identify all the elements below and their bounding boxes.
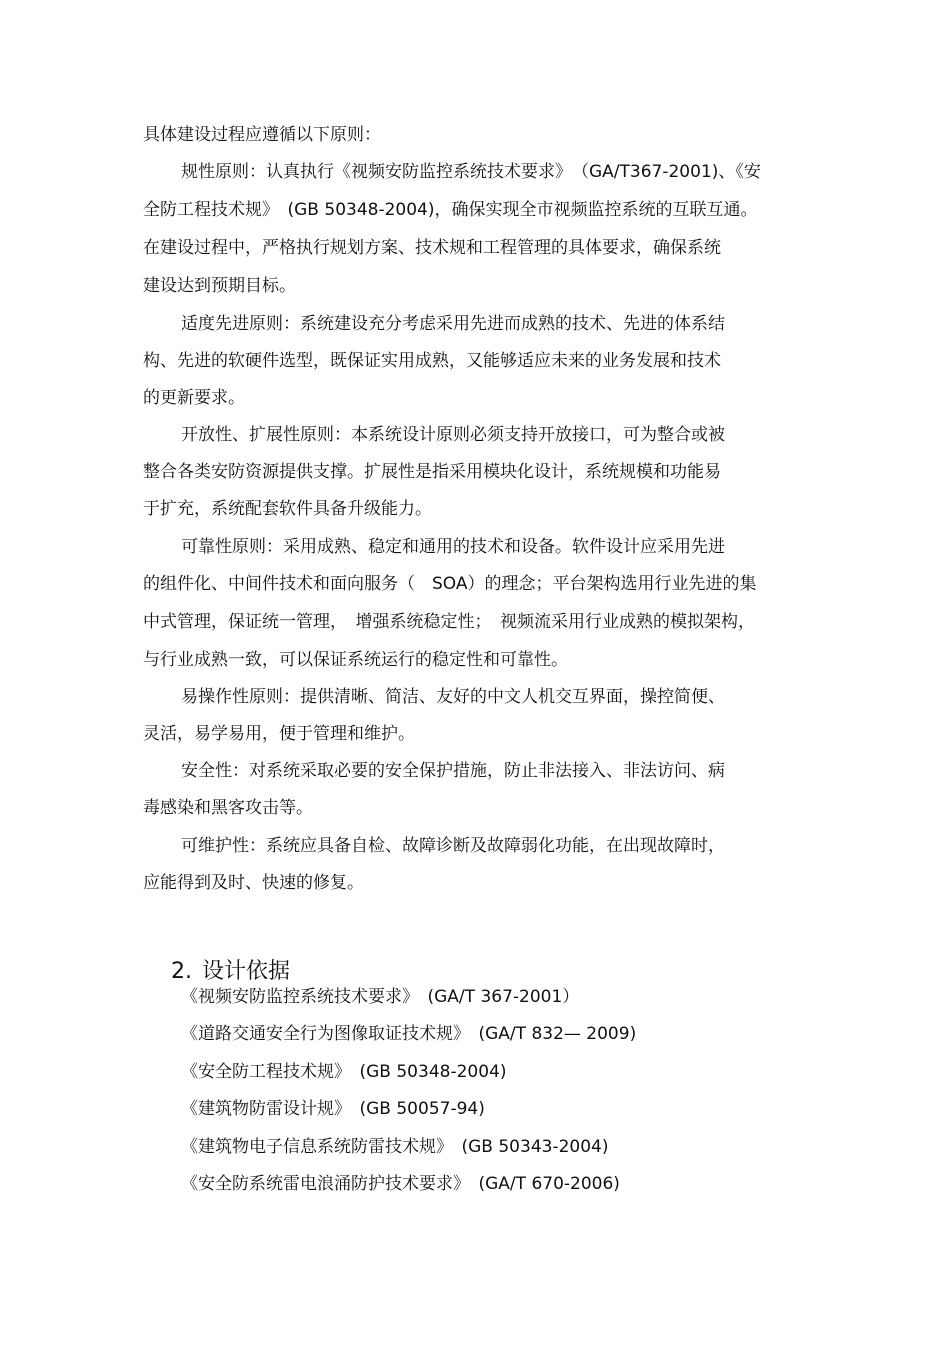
paragraph-line: 适度先进原则：系统建设充分考虑采用先进而成熟的技术、先进的体系结	[181, 314, 725, 334]
paragraph-line: 整合各类安防资源提供支撑。扩展性是指采用模块化设计，系统规模和功能易	[143, 462, 721, 482]
paragraph-line: 构、先进的软硬件选型，既保证实用成熟，又能够适应未来的业务发展和技术	[143, 351, 721, 371]
paragraph-line: 可靠性原则：采用成熟、稳定和通用的技术和设备。软件设计应采用先进	[181, 537, 725, 557]
reference-item: 《安全防工程技术规》 (GB 50348-2004)	[181, 1062, 507, 1082]
section-title: 设计依据	[201, 959, 290, 984]
paragraph-line: 与行业成熟一致，可以保证系统运行的稳定性和可靠性。	[143, 650, 568, 670]
paragraph-line: 的更新要求。	[143, 388, 245, 408]
paragraph-line: 安全性：对系统采取必要的安全保护措施，防止非法接入、非法访问、病	[181, 761, 725, 781]
paragraph-line: 的组件化、中间件技术和面向服务（ SOA）的理念；平台架构选用行业先进的集	[143, 574, 757, 594]
reference-item: 《道路交通安全行为图像取证技术规》 (GA/T 832— 2009)	[181, 1024, 637, 1044]
paragraph-line: 在建设过程中，严格执行规划方案、技术规和工程管理的具体要求，确保系统	[143, 238, 721, 258]
reference-item: 《视频安防监控系统技术要求》 (GA/T 367-2001）	[181, 987, 580, 1007]
paragraph-line: 灵活，易学易用，便于管理和维护。	[143, 724, 415, 744]
paragraph-line: 可维护性：系统应具备自检、故障诊断及故障弱化功能，在出现故障时，	[181, 836, 725, 856]
reference-item: 《安全防系统雷电浪涌防护技术要求》 (GA/T 670-2006)	[181, 1174, 620, 1194]
reference-item: 《建筑物防雷设计规》 (GB 50057-94)	[181, 1099, 485, 1119]
intro-line: 具体建设过程应遵循以下原则：	[143, 125, 381, 145]
paragraph-line: 中式管理，保证统一管理， 增强系统稳定性； 视频流采用行业成熟的模拟架构，	[143, 612, 755, 632]
paragraph-line: 毒感染和黑客攻击等。	[143, 798, 313, 818]
paragraph-line: 建设达到预期目标。	[143, 276, 296, 296]
section-number: 2.	[170, 959, 192, 984]
reference-item: 《建筑物电子信息系统防雷技术规》 (GB 50343-2004)	[181, 1137, 609, 1157]
paragraph-line: 全防工程技术规》 (GB 50348-2004)，确保实现全市视频监控系统的互联互通。	[143, 200, 758, 220]
paragraph-line: 于扩充，系统配套软件具备升级能力。	[143, 499, 432, 519]
paragraph-line: 规性原则：认真执行《视频安防监控系统技术要求》 （GA/T367-2001)、《安	[181, 162, 761, 182]
paragraph-line: 应能得到及时、快速的修复。	[143, 873, 364, 893]
paragraph-line: 开放性、扩展性原则：本系统设计原则必须支持开放接口，可为整合或被	[181, 425, 725, 445]
paragraph-line: 易操作性原则：提供清晰、简洁、友好的中文人机交互界面，操控简便、	[181, 687, 725, 707]
